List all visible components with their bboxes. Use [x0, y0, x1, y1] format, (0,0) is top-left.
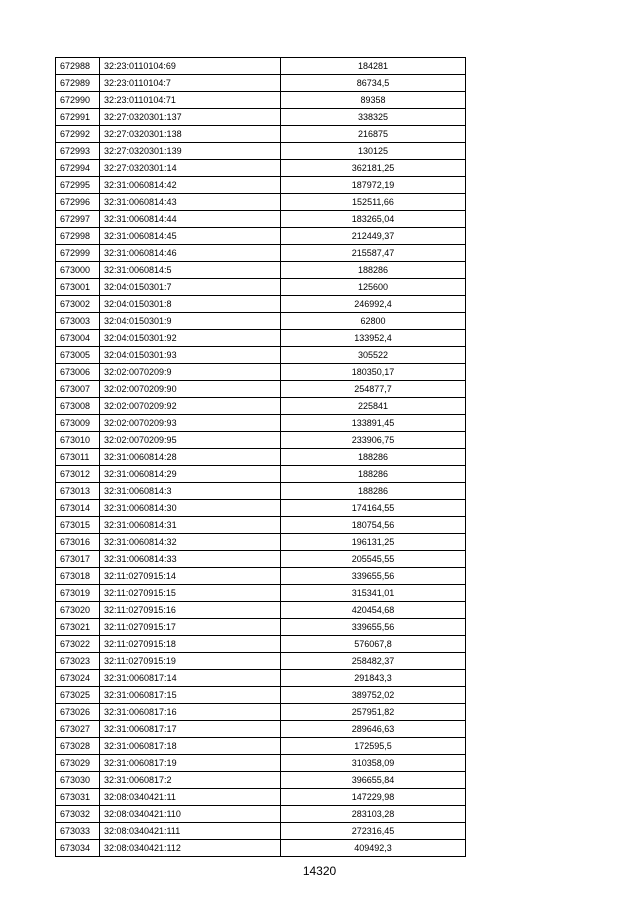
row-number-cell: 673018	[56, 568, 100, 585]
cadastral-number-cell: 32:23:0110104:7	[100, 75, 281, 92]
table-row	[56, 415, 466, 432]
value-cell: 289646,63	[281, 721, 466, 738]
row-number-cell: 673026	[56, 704, 100, 721]
cadastral-number-cell: 32:02:0070209:90	[100, 381, 281, 398]
cadastral-number-cell: 32:31:0060814:30	[100, 500, 281, 517]
value-cell: 188286	[281, 262, 466, 279]
cadastral-number-cell: 32:23:0110104:69	[100, 58, 281, 75]
row-number-cell: 673001	[56, 279, 100, 296]
table-row	[56, 245, 466, 262]
cadastral-number-cell: 32:31:0060814:28	[100, 449, 281, 466]
value-cell: 420454,68	[281, 602, 466, 619]
table-row	[56, 840, 466, 857]
table-row	[56, 568, 466, 585]
row-number-cell: 673013	[56, 483, 100, 500]
cadastral-number-cell: 32:31:0060814:44	[100, 211, 281, 228]
table-row	[56, 279, 466, 296]
cadastral-number-cell: 32:31:0060814:3	[100, 483, 281, 500]
value-cell: 188286	[281, 483, 466, 500]
row-number-cell: 673022	[56, 636, 100, 653]
cadastral-number-cell: 32:31:0060814:45	[100, 228, 281, 245]
cadastral-number-cell: 32:23:0110104:71	[100, 92, 281, 109]
row-number-cell: 672995	[56, 177, 100, 194]
table-row	[56, 126, 466, 143]
cadastral-number-cell: 32:31:0060814:29	[100, 466, 281, 483]
table-row	[56, 143, 466, 160]
table-row	[56, 670, 466, 687]
value-cell: 576067,8	[281, 636, 466, 653]
row-number-cell: 673025	[56, 687, 100, 704]
page-number: 14320	[302, 864, 337, 878]
cadastral-number-cell: 32:31:0060817:15	[100, 687, 281, 704]
table-row	[56, 636, 466, 653]
cadastral-number-cell: 32:31:0060817:16	[100, 704, 281, 721]
cadastral-number-cell: 32:02:0070209:92	[100, 398, 281, 415]
table-row	[56, 330, 466, 347]
row-number-cell: 673016	[56, 534, 100, 551]
table-row	[56, 619, 466, 636]
row-number-cell: 673011	[56, 449, 100, 466]
table-row	[56, 823, 466, 840]
value-cell: 62800	[281, 313, 466, 330]
row-number-cell: 673015	[56, 517, 100, 534]
table-row	[56, 517, 466, 534]
value-cell: 315341,01	[281, 585, 466, 602]
cadastral-number-cell: 32:31:0060817:2	[100, 772, 281, 789]
table-row	[56, 177, 466, 194]
table-row	[56, 772, 466, 789]
value-cell: 254877,7	[281, 381, 466, 398]
value-cell: 215587,47	[281, 245, 466, 262]
value-cell: 216875	[281, 126, 466, 143]
cadastral-number-cell: 32:31:0060817:17	[100, 721, 281, 738]
value-cell: 233906,75	[281, 432, 466, 449]
table-row	[56, 449, 466, 466]
value-cell: 212449,37	[281, 228, 466, 245]
table-row	[56, 228, 466, 245]
cadastral-number-cell: 32:31:0060814:43	[100, 194, 281, 211]
cadastral-number-cell: 32:31:0060814:42	[100, 177, 281, 194]
table-row	[56, 806, 466, 823]
table-row	[56, 58, 466, 75]
row-number-cell: 673003	[56, 313, 100, 330]
value-cell: 152511,66	[281, 194, 466, 211]
table-row	[56, 755, 466, 772]
value-cell: 89358	[281, 92, 466, 109]
value-cell: 339655,56	[281, 568, 466, 585]
value-cell: 86734,5	[281, 75, 466, 92]
row-number-cell: 673017	[56, 551, 100, 568]
table-row	[56, 364, 466, 381]
cadastral-number-cell: 32:31:0060814:46	[100, 245, 281, 262]
value-cell: 133952,4	[281, 330, 466, 347]
value-cell: 174164,55	[281, 500, 466, 517]
table-body	[56, 58, 466, 857]
row-number-cell: 673028	[56, 738, 100, 755]
row-number-cell: 673021	[56, 619, 100, 636]
row-number-cell: 673004	[56, 330, 100, 347]
row-number-cell: 673032	[56, 806, 100, 823]
cadastral-number-cell: 32:31:0060814:33	[100, 551, 281, 568]
row-number-cell: 672990	[56, 92, 100, 109]
row-number-cell: 672997	[56, 211, 100, 228]
table-row	[56, 721, 466, 738]
row-number-cell: 672991	[56, 109, 100, 126]
table-row	[56, 602, 466, 619]
table-row	[56, 160, 466, 177]
row-number-cell: 673005	[56, 347, 100, 364]
cadastral-number-cell: 32:11:0270915:15	[100, 585, 281, 602]
value-cell: 180350,17	[281, 364, 466, 381]
row-number-cell: 673010	[56, 432, 100, 449]
value-cell: 389752,02	[281, 687, 466, 704]
value-cell: 172595,5	[281, 738, 466, 755]
row-number-cell: 673034	[56, 840, 100, 857]
value-cell: 305522	[281, 347, 466, 364]
value-cell: 257951,82	[281, 704, 466, 721]
value-cell: 362181,25	[281, 160, 466, 177]
row-number-cell: 673000	[56, 262, 100, 279]
value-cell: 272316,45	[281, 823, 466, 840]
cadastral-number-cell: 32:08:0340421:112	[100, 840, 281, 857]
table-row	[56, 398, 466, 415]
row-number-cell: 673023	[56, 653, 100, 670]
cadastral-number-cell: 32:31:0060814:32	[100, 534, 281, 551]
row-number-cell: 672993	[56, 143, 100, 160]
cadastral-number-cell: 32:11:0270915:17	[100, 619, 281, 636]
table-row	[56, 296, 466, 313]
cadastral-number-cell: 32:04:0150301:7	[100, 279, 281, 296]
cadastral-number-cell: 32:08:0340421:111	[100, 823, 281, 840]
value-cell: 196131,25	[281, 534, 466, 551]
row-number-cell: 673029	[56, 755, 100, 772]
row-number-cell: 673019	[56, 585, 100, 602]
cadastral-number-cell: 32:02:0070209:95	[100, 432, 281, 449]
cadastral-number-cell: 32:27:0320301:139	[100, 143, 281, 160]
value-cell: 339655,56	[281, 619, 466, 636]
table-row	[56, 653, 466, 670]
table-row	[56, 75, 466, 92]
row-number-cell: 672988	[56, 58, 100, 75]
cadastral-number-cell: 32:04:0150301:8	[100, 296, 281, 313]
row-number-cell: 672996	[56, 194, 100, 211]
table-row	[56, 483, 466, 500]
row-number-cell: 673012	[56, 466, 100, 483]
cadastral-number-cell: 32:04:0150301:93	[100, 347, 281, 364]
row-number-cell: 672994	[56, 160, 100, 177]
row-number-cell: 673002	[56, 296, 100, 313]
value-cell: 187972,19	[281, 177, 466, 194]
table-row	[56, 551, 466, 568]
cadastral-number-cell: 32:11:0270915:18	[100, 636, 281, 653]
value-cell: 188286	[281, 449, 466, 466]
cadastral-number-cell: 32:02:0070209:9	[100, 364, 281, 381]
table-row	[56, 381, 466, 398]
table-row	[56, 585, 466, 602]
value-cell: 283103,28	[281, 806, 466, 823]
row-number-cell: 673007	[56, 381, 100, 398]
table-row	[56, 262, 466, 279]
cadastral-number-cell: 32:27:0320301:138	[100, 126, 281, 143]
cadastral-number-cell: 32:27:0320301:14	[100, 160, 281, 177]
row-number-cell: 672999	[56, 245, 100, 262]
value-cell: 130125	[281, 143, 466, 160]
cadastral-number-cell: 32:31:0060814:31	[100, 517, 281, 534]
row-number-cell: 673014	[56, 500, 100, 517]
table-row	[56, 500, 466, 517]
value-cell: 125600	[281, 279, 466, 296]
value-cell: 180754,56	[281, 517, 466, 534]
cadastral-number-cell: 32:02:0070209:93	[100, 415, 281, 432]
cadastral-number-cell: 32:31:0060817:14	[100, 670, 281, 687]
value-cell: 396655,84	[281, 772, 466, 789]
value-cell: 246992,4	[281, 296, 466, 313]
table-row	[56, 313, 466, 330]
row-number-cell: 672989	[56, 75, 100, 92]
cadastral-number-cell: 32:27:0320301:137	[100, 109, 281, 126]
cadastral-number-cell: 32:08:0340421:110	[100, 806, 281, 823]
value-cell: 147229,98	[281, 789, 466, 806]
value-cell: 291843,3	[281, 670, 466, 687]
table-row	[56, 687, 466, 704]
table-row	[56, 789, 466, 806]
table-row	[56, 432, 466, 449]
cadastral-number-cell: 32:04:0150301:92	[100, 330, 281, 347]
table-row	[56, 109, 466, 126]
value-cell: 225841	[281, 398, 466, 415]
row-number-cell: 673031	[56, 789, 100, 806]
table-row	[56, 534, 466, 551]
value-cell: 338325	[281, 109, 466, 126]
cadastral-number-cell: 32:04:0150301:9	[100, 313, 281, 330]
value-cell: 184281	[281, 58, 466, 75]
table-row	[56, 466, 466, 483]
row-number-cell: 673027	[56, 721, 100, 738]
table-row	[56, 211, 466, 228]
table-row	[56, 738, 466, 755]
data-table	[55, 57, 466, 857]
cadastral-number-cell: 32:31:0060817:19	[100, 755, 281, 772]
cadastral-number-cell: 32:08:0340421:11	[100, 789, 281, 806]
value-cell: 188286	[281, 466, 466, 483]
cadastral-number-cell: 32:11:0270915:16	[100, 602, 281, 619]
row-number-cell: 673033	[56, 823, 100, 840]
table-row	[56, 347, 466, 364]
row-number-cell: 673024	[56, 670, 100, 687]
row-number-cell: 673009	[56, 415, 100, 432]
cadastral-number-cell: 32:31:0060814:5	[100, 262, 281, 279]
row-number-cell: 673008	[56, 398, 100, 415]
value-cell: 133891,45	[281, 415, 466, 432]
value-cell: 183265,04	[281, 211, 466, 228]
table-row	[56, 194, 466, 211]
cadastral-number-cell: 32:31:0060817:18	[100, 738, 281, 755]
cadastral-number-cell: 32:11:0270915:14	[100, 568, 281, 585]
row-number-cell: 672998	[56, 228, 100, 245]
table-row	[56, 92, 466, 109]
value-cell: 258482,37	[281, 653, 466, 670]
cadastral-number-cell: 32:11:0270915:19	[100, 653, 281, 670]
table-row	[56, 704, 466, 721]
row-number-cell: 672992	[56, 126, 100, 143]
row-number-cell: 673030	[56, 772, 100, 789]
value-cell: 205545,55	[281, 551, 466, 568]
value-cell: 310358,09	[281, 755, 466, 772]
row-number-cell: 673020	[56, 602, 100, 619]
row-number-cell: 673006	[56, 364, 100, 381]
value-cell: 409492,3	[281, 840, 466, 857]
